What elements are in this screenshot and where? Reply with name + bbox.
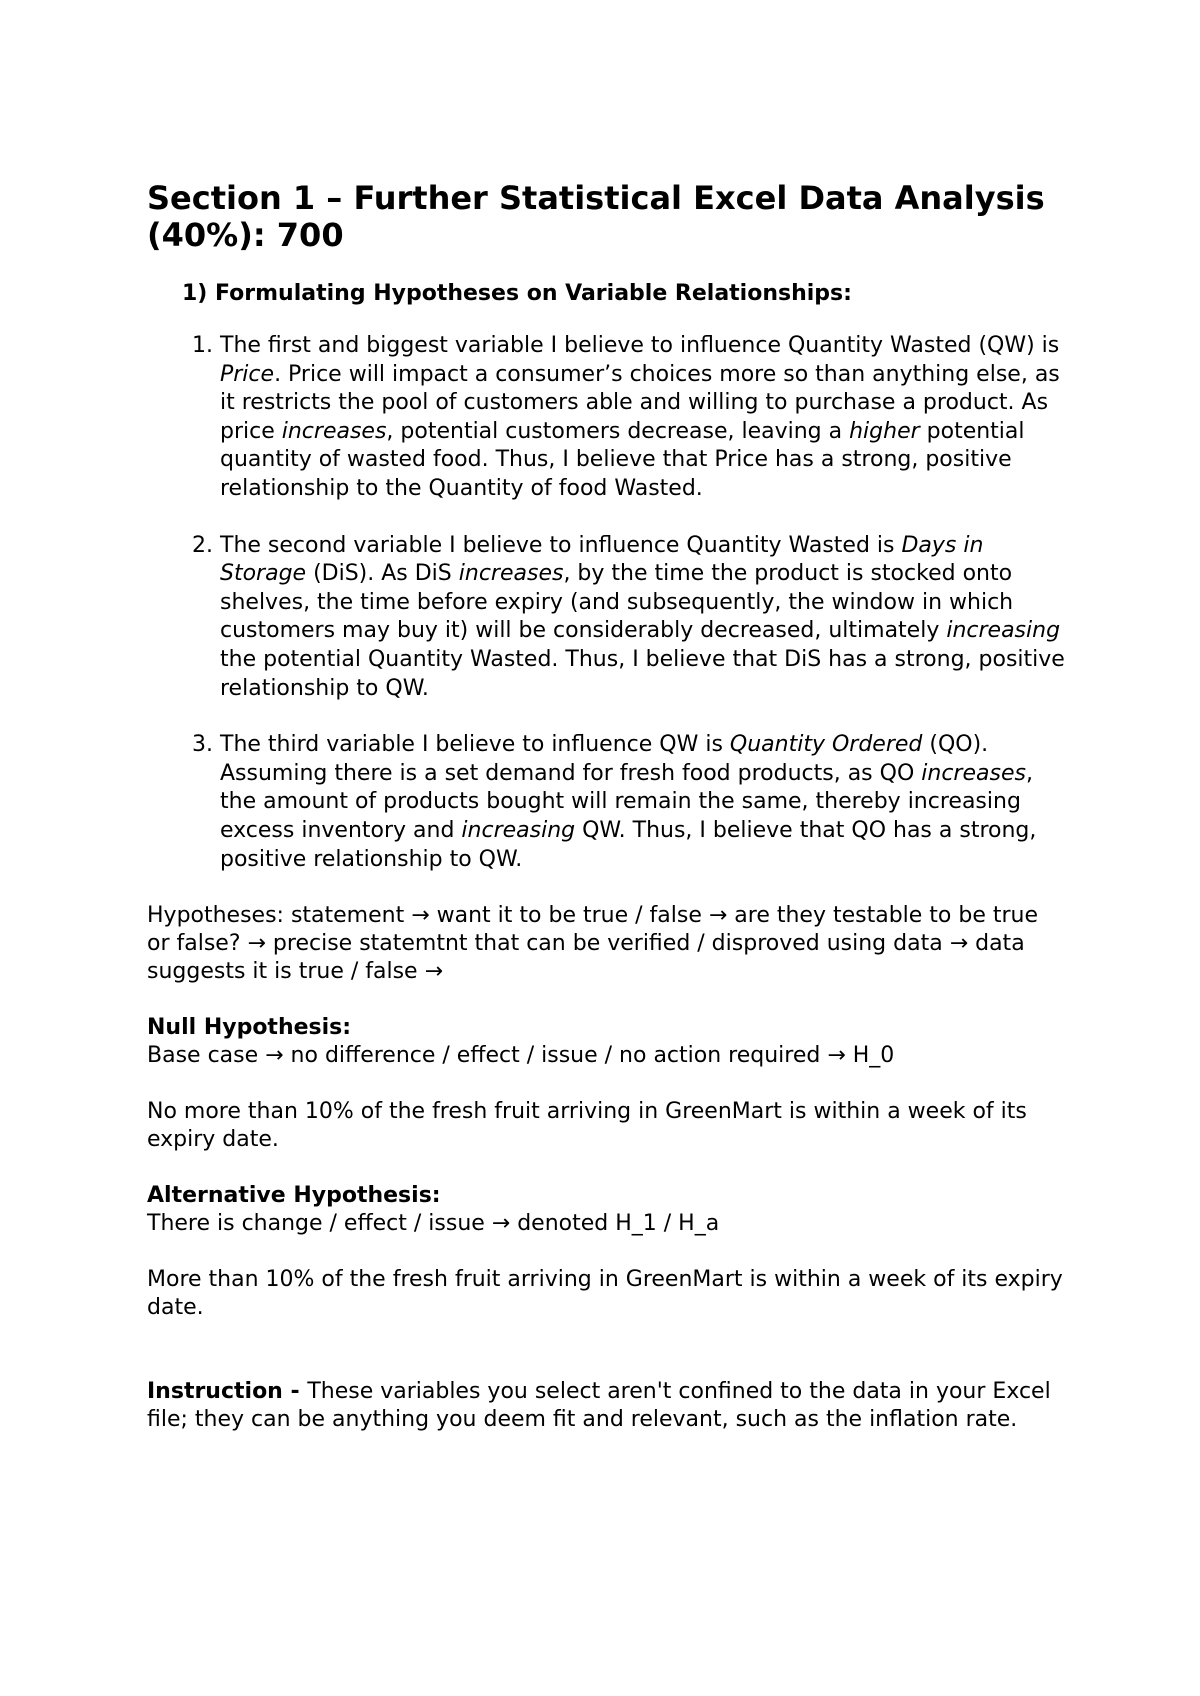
document-body xyxy=(147,180,1067,1434)
instruction-text: These variables you select aren't confined to the data in your Excel file; they can be anything you deem fit and relevant, such as the inflation rate. xyxy=(147,1379,1051,1433)
alternative-hypothesis-heading: Alternative Hypothesis: xyxy=(147,1183,441,1209)
section-title: Section 1 – Further Statistical Excel Data Analysis (40%): 700 xyxy=(147,179,1045,254)
variable-name: Price xyxy=(220,361,275,387)
null-hypothesis-definition: Base case → no difference / effect / issue / no action required → H_0 xyxy=(147,1043,895,1069)
instruction-label: Instruction xyxy=(147,1379,283,1405)
instruction-paragraph: Instruction - These variables you select aren't confined to the data in your Excel file; they can be anything you deem fit and relevant, such as the inflation rate. xyxy=(147,1379,1051,1433)
variable-name: Quantity Ordered xyxy=(729,732,923,758)
alternative-hypothesis-example: More than 10% of the fresh fruit arriving in GreenMart is within a week of its expiry date. xyxy=(147,1267,1063,1321)
alternative-hypothesis-definition: There is change / effect / issue → denoted H_1 / H_a xyxy=(147,1211,720,1237)
variable-name: Days in Storage xyxy=(220,532,984,587)
null-hypothesis-example: No more than 10% of the fresh fruit arriving in GreenMart is within a week of its expiry date. xyxy=(147,1099,1027,1153)
null-hypothesis-heading: Null Hypothesis: xyxy=(147,1015,352,1041)
hypotheses-list xyxy=(147,332,1067,874)
hypothesis-item-2: 2. The second variable I believe to influence Quantity Wasted is Days in Storage (DiS). As DiS increases, by the time the product is stocked onto shelves, the time before expiry (and subsequently, the window in which customers may buy it) will be considerably decreased, ultimately increasing the potential Quantity Wasted. Thus, I believe that DiS has a strong, positive relationship to QW. xyxy=(220,532,1067,704)
subheading: 1) Formulating Hypotheses on Variable Relationships: xyxy=(182,281,852,306)
hypothesis-item-3: 3. The third variable I believe to influence QW is Quantity Ordered (QO). Assuming there is a set demand for fresh food products, as QO increases, the amount of products bought will remain the same, thereby increasing excess inventory and increasing QW. Thus, I believe that QO has a strong, positive relationship to QW. xyxy=(220,731,1067,874)
hypothesis-item-1: 1. The first and biggest variable I believe to influence Quantity Wasted (QW) is Price. Price will impact a consumer’s choices more so than anything else, as it restricts the pool of customers able and willing to purchase a product. As price increases, potential customers decrease, leaving a higher potential quantity of wasted food. Thus, I believe that Price has a strong, positive relationship to the Quantity of food Wasted. xyxy=(220,332,1067,504)
hypotheses-note: Hypotheses: statement → want it to be true / false → are they testable to be true or false? → precise statemtnt that can be verified / disproved using data → data suggests it is true / false → xyxy=(147,903,1039,985)
